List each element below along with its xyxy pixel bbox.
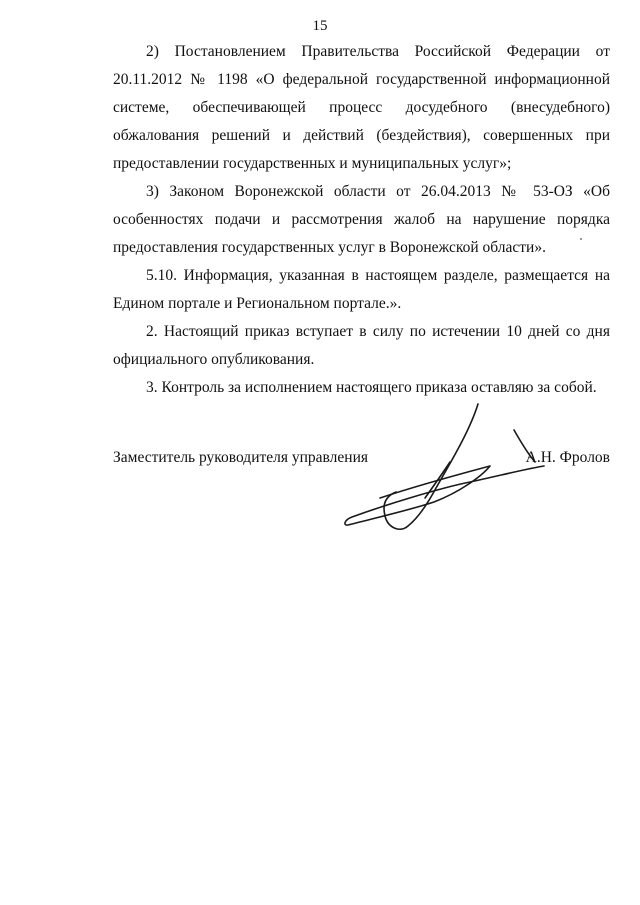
handwritten-signature xyxy=(330,400,570,540)
signatory-name: А.Н. Фролов xyxy=(525,449,610,466)
signature-stroke-tail xyxy=(514,430,535,462)
signature-stroke-cross xyxy=(425,462,450,498)
signature-stroke-main xyxy=(384,404,478,529)
document-body xyxy=(113,38,610,402)
signatory-position: Заместитель руководителя управления xyxy=(113,449,369,466)
paragraph-voronezh-law: 3) Законом Воронежской области от 26.04.2013 № 53-ОЗ «Об особенностях подачи и рассмотрения жалоб на нарушение порядка предоставления государственных услуг в Воронежской области». xyxy=(113,183,610,256)
signature-stroke-loop xyxy=(345,466,544,525)
scan-speck xyxy=(580,238,582,240)
paragraph-control: 3. Контроль за исполнением настоящего приказа оставляю за собой. xyxy=(146,379,597,396)
page-number: 15 xyxy=(312,18,328,34)
paragraph-resolution-1198: 2) Постановлением Правительства Российской Федерации от 20.11.2012 № 1198 «О федеральной государственной информационной системе, обеспечивающей процесс досудебного (внесудебного) обжалования решений и действий (бездействия), совершенных при предоставлении государственных и муниципальных услуг»; xyxy=(113,43,610,172)
paragraph-section-5-10: 5.10. Информация, указанная в настоящем разделе, размещается на Едином портале и Региональном портале.». xyxy=(113,267,610,312)
paragraph-effective-date: 2. Настоящий приказ вступает в силу по истечении 10 дней со дня официального опубликования. xyxy=(113,323,610,368)
